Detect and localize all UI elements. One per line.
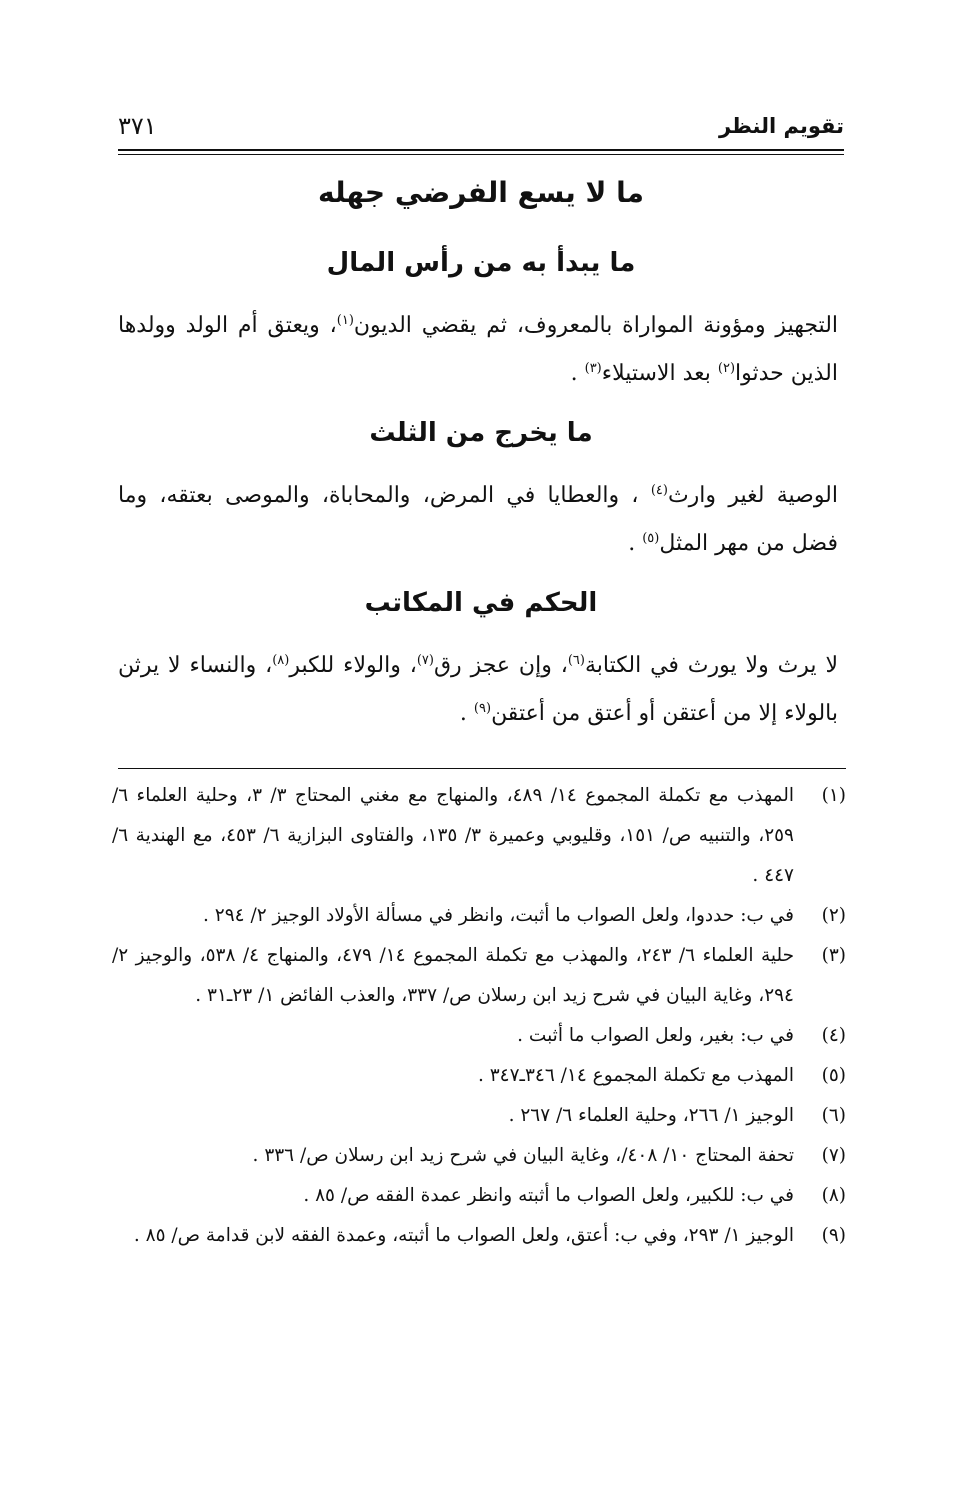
- footnote-text: في ب: بغير، ولعل الصواب ما أثبت .: [517, 1025, 794, 1046]
- footnote-number: (٧): [821, 1145, 846, 1166]
- paragraph-text: بعد الاستيلاء: [601, 361, 718, 386]
- footnote-text: في ب: للكبير، ولعل الصواب ما أثبته وانظر عمدة الفقه ص/ ٨٥ .: [303, 1185, 794, 1206]
- footnote: [112, 1096, 846, 1136]
- footnote: [112, 1056, 846, 1096]
- footnote-number: (١): [821, 785, 846, 806]
- paragraph-text: .: [459, 701, 474, 726]
- footnote: [112, 776, 846, 896]
- header-rule-thin: [118, 154, 844, 155]
- footnote: [112, 896, 846, 936]
- footnote-marker: (٤): [650, 483, 668, 498]
- page-header: [118, 112, 844, 148]
- footnote-marker: (١): [336, 313, 354, 328]
- paragraph-text: ، والعطايا في المرض، والمحاباة، والموصى بعتقه، وما فضل من مهر المثل: [118, 483, 838, 556]
- section-paragraph-third: [118, 472, 838, 568]
- footnote-text: الوجيز ١/ ٢٩٣، وفي ب: أعتق، ولعل الصواب ما أثبته، وعمدة الفقه لابن قدامة ص/ ٨٥ .: [133, 1225, 794, 1246]
- paragraph-text: الوصية لغير وارث: [667, 483, 839, 508]
- footnote-text: في ب: حددوا، ولعل الصواب ما أثبت، وانظر في مسألة الأولاد الوجيز ٢/ ٢٩٤ .: [203, 905, 794, 926]
- paragraph-text: .: [628, 531, 643, 556]
- paragraph-text: لا يرث ولا يورث في الكتابة: [584, 653, 838, 678]
- paragraph-text: ، ويعتق أم الولد وولدها الذين حدثوا: [118, 313, 838, 386]
- footnote-number: (٦): [821, 1105, 846, 1126]
- footnote-text: المهذب مع تكملة المجموع ١٤/ ٤٨٩، والمنهاج مع مغني المحتاج ٣/ ٣، وحلية العلماء ٦/ ٢٥٩، والتنبيه ص/ ١٥١، وقليوبي وعميرة ٣/ ١٣٥، والفتاوى البزازية ٦/ ٤٥٣، مع الهندية ٦/ ٤٤٧ .: [112, 785, 794, 886]
- footnote-text: الوجيز ١/ ٢٦٦، وحلية العلماء ٦/ ٢٦٧ .: [508, 1105, 794, 1126]
- footnote-number: (٣): [821, 945, 846, 966]
- footnote-text: حلية العلماء ٦/ ٢٤٣، والمهذب مع تكملة المجموع ١٤/ ٤٧٩، والمنهاج ٤/ ٥٣٨، والوجيز ٢/ ٢٩٤، وغاية البيان في شرح زيد ابن رسلان ص/ ٣٣٧، والعذب الفائض ١/ ٢٣ـ٣١ .: [112, 945, 795, 1006]
- footnote-number: (٩): [821, 1225, 846, 1246]
- header-rule-thick: [118, 149, 844, 151]
- footnote: [112, 1216, 846, 1256]
- footnote-number: (٢): [821, 905, 846, 926]
- footnote: [112, 936, 846, 1016]
- running-title: تقويم النظر: [718, 114, 844, 138]
- section-paragraph-capital: [118, 302, 838, 398]
- page-number: ٣٧١: [118, 112, 157, 140]
- paragraph-text: ، والنساء لا يرثن بالولاء إلا من أعتقن أو أعتق من أعتقن: [118, 653, 838, 726]
- footnote-number: (٤): [821, 1025, 846, 1046]
- footnote-number: (٥): [821, 1065, 846, 1086]
- footnote-marker: (٧): [416, 653, 434, 668]
- footnote-marker: (٣): [584, 361, 602, 376]
- footnote-separator: [118, 768, 846, 769]
- footnote-text: تحفة المحتاج ١٠/ ٤٠٨/، وغاية البيان في شرح زيد ابن رسلان ص/ ٣٣٦ .: [252, 1145, 794, 1166]
- footnote: [112, 1176, 846, 1216]
- footnote-number: (٨): [821, 1185, 846, 1206]
- footnote-marker: (٩): [473, 701, 492, 716]
- main-heading: ما لا يسع الفرضي جهله: [318, 176, 644, 209]
- footnote-marker: (٢): [717, 361, 736, 376]
- paragraph-text: .: [570, 361, 585, 386]
- section-heading-capital: ما يبدأ به من رأس المال: [326, 248, 636, 278]
- footnote-marker: (٨): [272, 653, 290, 668]
- footnote-marker: (٥): [642, 531, 660, 546]
- paragraph-text: ، وإن عجز رق: [433, 653, 568, 678]
- paragraph-text: التجهيز ومؤونة المواراة بالمعروف، ثم يقضي الديون: [353, 313, 839, 338]
- footnote: [112, 1136, 846, 1176]
- footnote: [112, 1016, 846, 1056]
- section-heading-third: ما يخرج من الثلث: [369, 418, 593, 448]
- footnotes-list: [112, 776, 846, 1256]
- footnote-text: المهذب مع تكملة المجموع ١٤/ ٣٤٦ـ٣٤٧ .: [477, 1065, 794, 1086]
- paragraph-text: ، والولاء للكبر: [289, 653, 417, 678]
- section-heading-mukatab: الحكم في المكاتب: [364, 588, 598, 618]
- footnote-marker: (٦): [567, 653, 585, 668]
- section-paragraph-mukatab: [118, 642, 838, 738]
